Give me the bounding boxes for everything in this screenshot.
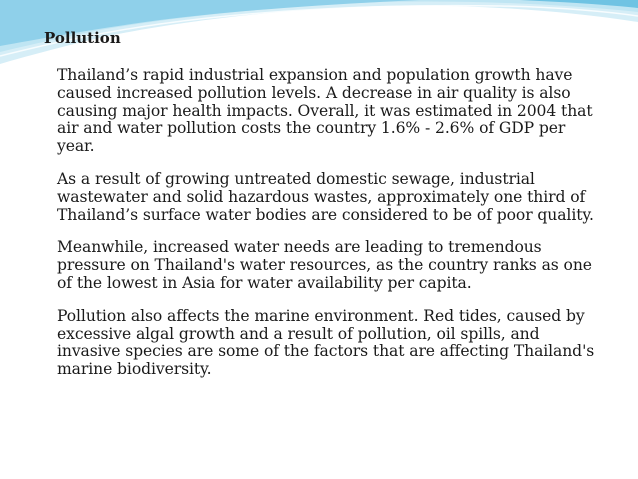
paragraph-water-quality: As a result of growing untreated domestic sewage, industrial wastewater and solid hazardous wastes, approximately one third of Thailand’s surface water bodies are considered to be of poor quality. — [57, 169, 594, 224]
paragraph-air-quality: Thailand’s rapid industrial expansion and population growth have caused increased pollution levels. A decrease in air quality is also causing major health impacts. Overall, it was estimated in 2004 that air and water pollution costs the country 1.6% - 2.6% of GDP per year. — [57, 66, 593, 156]
slide-title: Pollution — [44, 29, 121, 47]
paragraph-water-resources: Meanwhile, increased water needs are leading to tremendous pressure on Thailand's water resources, as the country ranks as one of the lowest in Asia for water availability per capita. — [57, 238, 592, 292]
paragraph-marine-environment: Pollution also affects the marine environment. Red tides, caused by excessive algal growth and a result of pollution, oil spills, and invasive species are some of the factors that are affecting Thailand's marine biodiversity. — [57, 306, 595, 379]
slide-body — [57, 67, 605, 394]
